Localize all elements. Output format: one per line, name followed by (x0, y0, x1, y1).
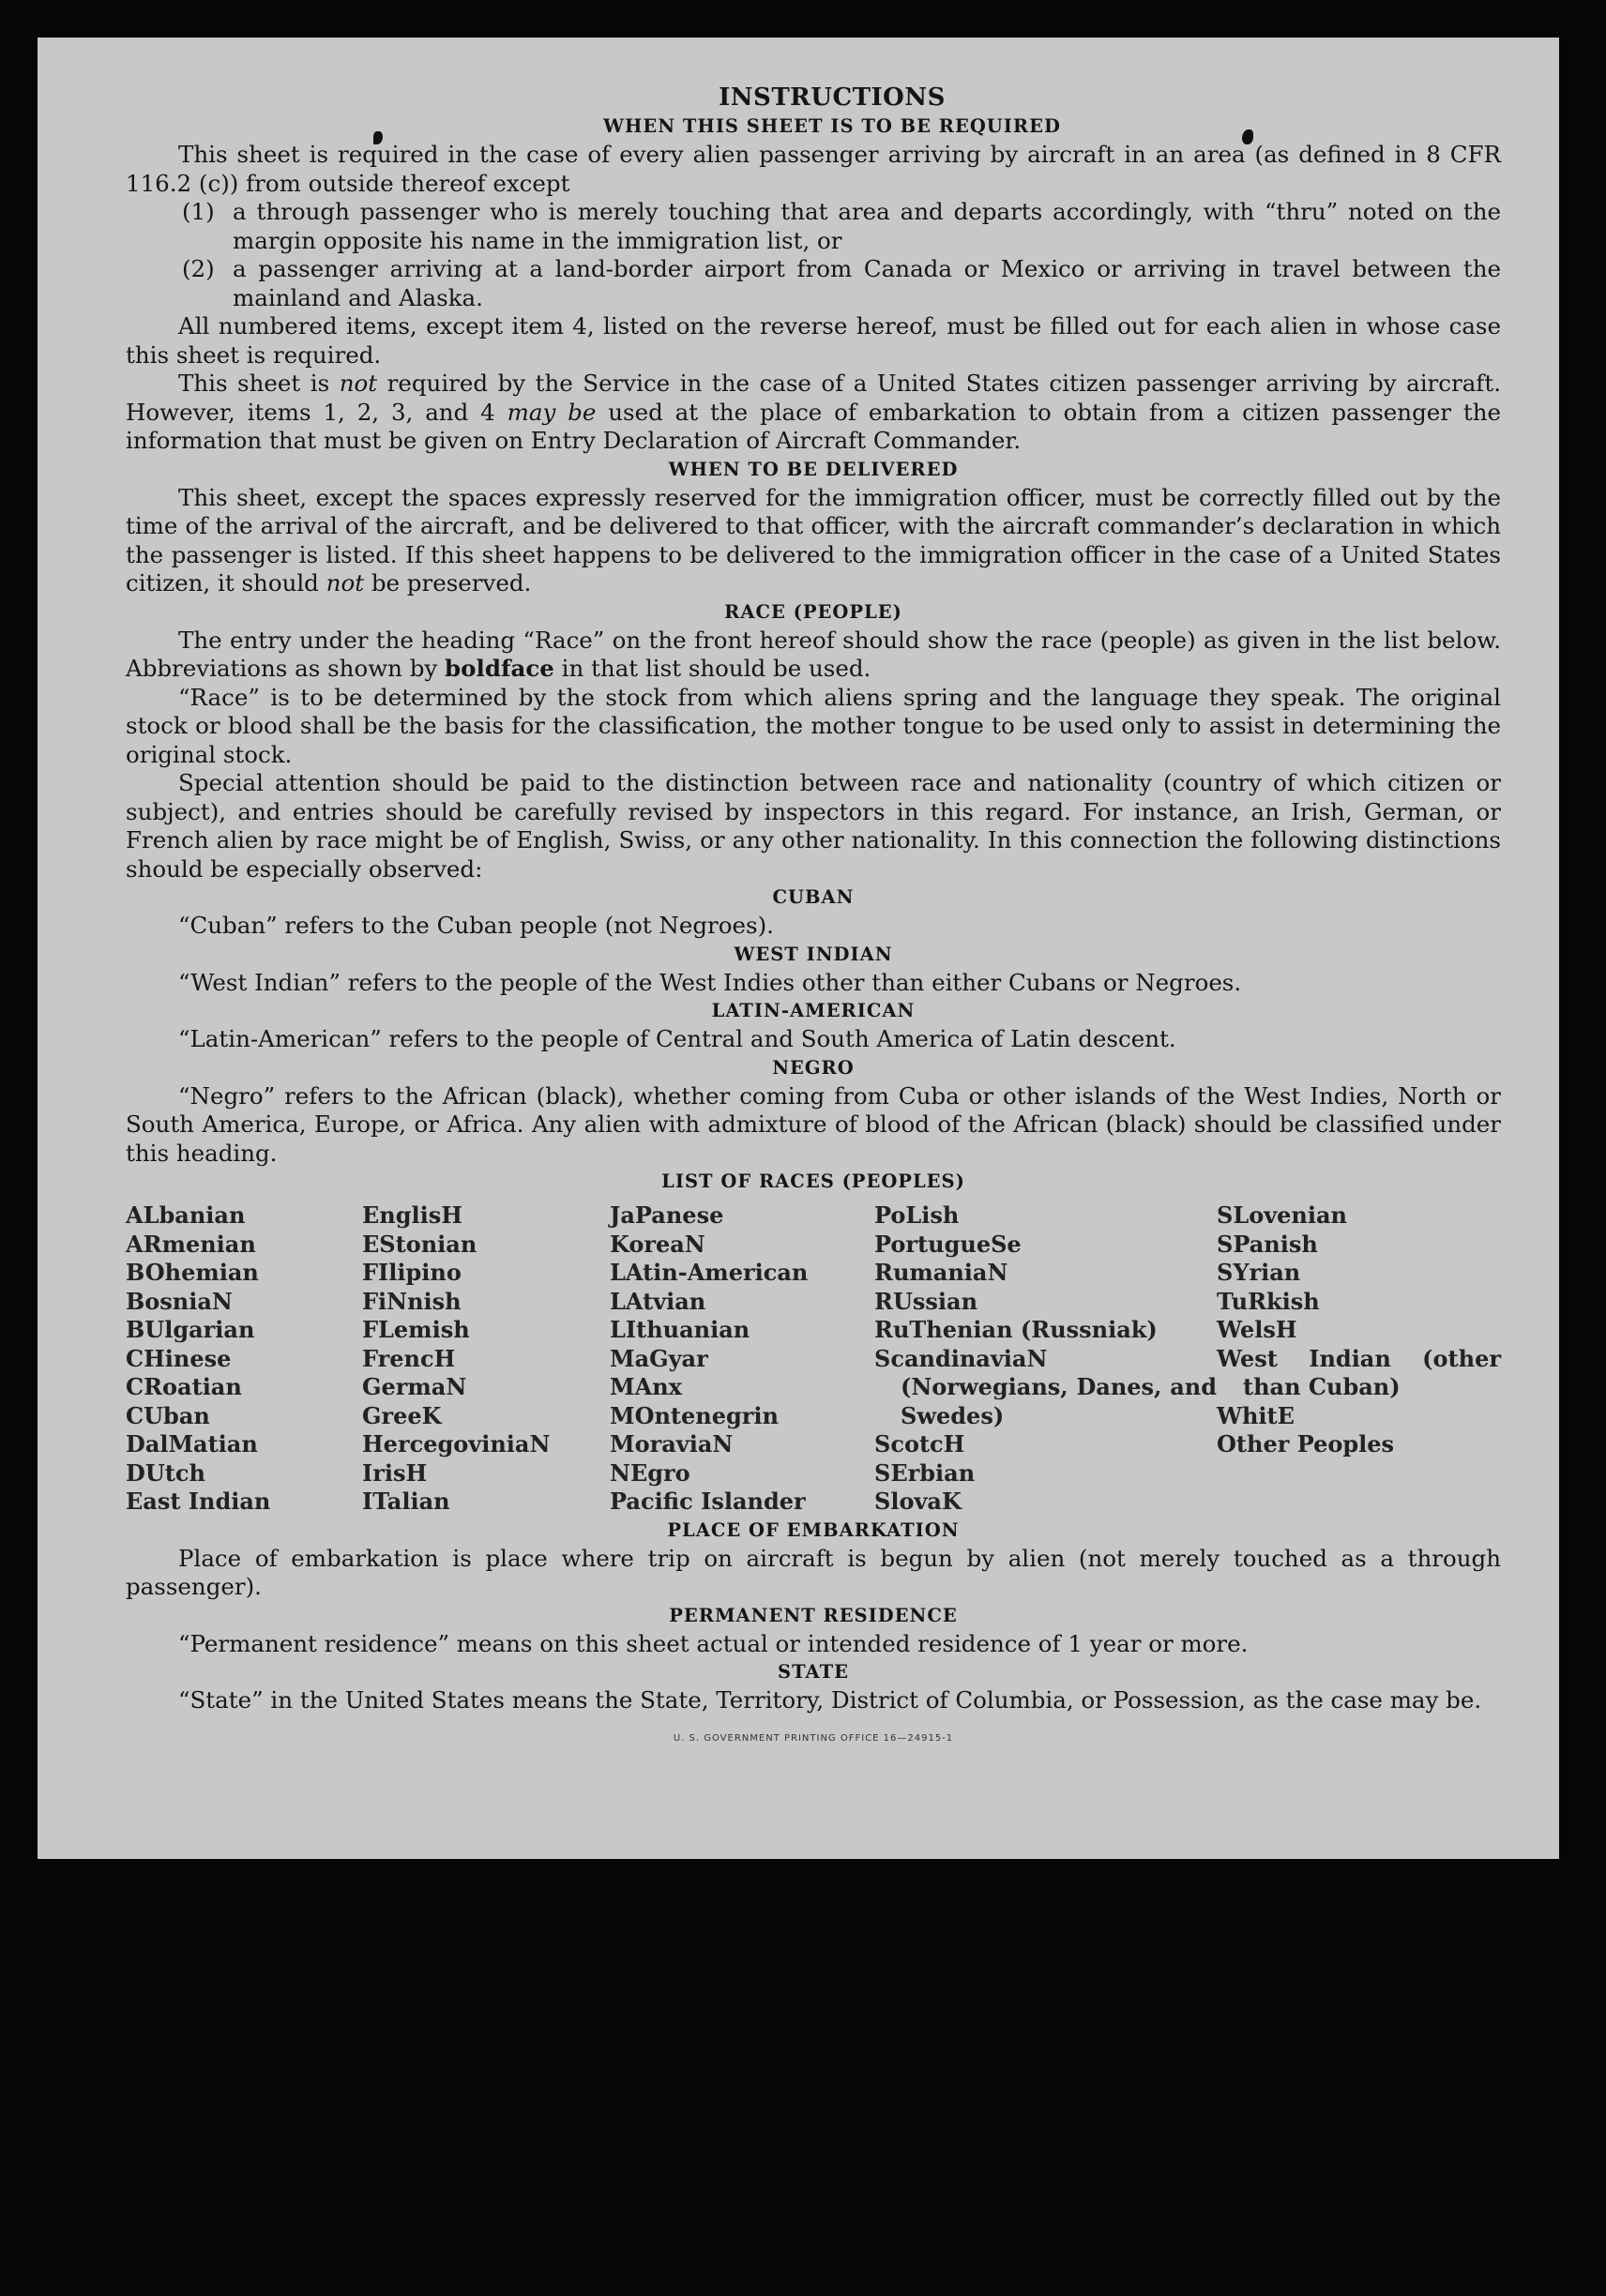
race-list-item: BUlgarian (126, 1316, 255, 1343)
section-heading-cuban: CUBAN (772, 886, 855, 908)
race-list-item: KoreaN (610, 1230, 705, 1258)
race-list-item: GreeK (362, 1401, 442, 1429)
race-list-item: Pacific Islander (610, 1488, 806, 1515)
race-list-item: BosniaN (126, 1287, 233, 1315)
race-list-item: RuThenian (Russniak) (874, 1316, 1158, 1343)
races-column-3 (610, 1201, 874, 1517)
section-heading-embarkation: PLACE OF EMBARKATION (667, 1518, 960, 1541)
race-list-item: ScotcH (874, 1430, 965, 1458)
section-heading-latin-american: LATIN-AMERICAN (711, 1000, 916, 1021)
race-list-item: GermaN (362, 1373, 467, 1400)
race-list-item: DUtch (126, 1458, 205, 1487)
race-list-item: EStonian (362, 1230, 477, 1258)
section-heading-race: RACE (PEOPLE) (724, 600, 902, 623)
printing-office-imprint: U. S. GOVERNMENT PRINTING OFFICE 16—24915-1 (673, 1732, 954, 1744)
race-list-item: SlovaK (874, 1488, 962, 1515)
race-list-item: JaPanese (610, 1201, 724, 1229)
section-heading-races-list: LIST OF RACES (PEOPLES) (661, 1171, 965, 1192)
race-list-item: SYrian (1217, 1259, 1301, 1286)
race-paragraph-3: Special attention should be paid to the distinction between race and nationality (country of which citizen or subject), and entries should be carefully revised by inspectors in this regard. For instance, an Irish, German, or French alien by race might be of English, Swiss, or any other nationality. In this connection the following distinctions should be especially observed: (126, 769, 1501, 883)
state-definition: “State” in the United States means the State, Territory, District of Columbia, or Possession, as the case may be. (178, 1686, 1482, 1714)
race-list-item: MoraviaN (610, 1430, 734, 1458)
race-list-item: FLemish (362, 1316, 470, 1343)
required-paragraph-2: All numbered items, except item 4, listed on the reverse hereof, must be filled out for each alien in whose case this sheet is required. (126, 312, 1501, 369)
document-sheet (38, 38, 1559, 1859)
races-column-1 (126, 1201, 362, 1517)
race-list-item: IrisH (362, 1458, 428, 1487)
race-list-item: West Indian (other than Cuban) (1217, 1344, 1501, 1400)
race-list-item: NEgro (610, 1458, 690, 1487)
race-list-item: CUban (126, 1401, 210, 1429)
race-list-item: TuRkish (1217, 1287, 1320, 1315)
race-list-item: ARmenian (126, 1230, 256, 1258)
section-heading-state: STATE (778, 1661, 849, 1683)
race-list-item: ITalian (362, 1488, 450, 1515)
race-list-item: RUssian (874, 1287, 978, 1315)
race-list-item: PoLish (874, 1201, 960, 1229)
section-heading-required: WHEN THIS SHEET IS TO BE REQUIRED (603, 115, 1061, 137)
delivered-paragraph: This sheet, except the spaces expressly reserved for the immigration officer, must be correctly filled out by the time of the arrival of the aircraft, and be delivered to that officer, with the aircraft commander’s declaration in which the passenger is listed. If this sheet happens to be delivered to the immigration officer in the case of a United States citizen, it should not be preserved. (126, 483, 1501, 597)
race-list-item: SPanish (1217, 1230, 1318, 1258)
race-list-item: MaGyar (610, 1344, 708, 1372)
race-list-item: East Indian (126, 1488, 271, 1515)
race-list-item: BOhemian (126, 1259, 259, 1286)
race-list-item: CRoatian (126, 1373, 242, 1400)
race-list-item: HercegoviniaN (362, 1430, 551, 1458)
exception-item-1 (182, 198, 1501, 255)
races-list (126, 1201, 1501, 1517)
race-list-item: SErbian (874, 1458, 976, 1487)
race-list-item: FIlipino (362, 1259, 462, 1286)
race-list-item: FiNnish (362, 1287, 462, 1315)
races-column-4 (874, 1201, 1217, 1517)
page-title: INSTRUCTIONS (719, 83, 946, 112)
race-list-item: CHinese (126, 1344, 232, 1372)
race-list-item: Other Peoples (1217, 1430, 1395, 1458)
race-list-item: PortugueSe (874, 1230, 1022, 1258)
race-list-item: FrencH (362, 1344, 456, 1372)
cuban-definition: “Cuban” refers to the Cuban people (not Negroes). (178, 912, 774, 939)
item-text: a through passenger who is merely touching that area and departs accordingly, with “thru” noted on the margin opposite his name in the immigration list, or (233, 198, 1501, 254)
west-indian-definition: “West Indian” refers to the people of the West Indies other than either Cubans or Negroes. (178, 968, 1242, 996)
section-heading-delivered: WHEN TO BE DELIVERED (668, 458, 959, 480)
exception-item-2 (182, 255, 1501, 312)
race-list-item: SLovenian (1217, 1201, 1347, 1229)
race-paragraph-1: The entry under the heading “Race” on the front hereof should show the race (people) as given in the list below. Abbreviations as shown by boldface in that list should be used. (126, 626, 1501, 682)
residence-definition: “Permanent residence” means on this sheet actual or intended residence of 1 year or more. (178, 1629, 1249, 1657)
negro-definition: “Negro” refers to the African (black), whether coming from Cuba or other islands of the West Indies, North or South America, Europe, or Africa. Any alien with admixture of blood of the African (black) should be classified under this heading. (126, 1081, 1501, 1167)
embarkation-definition: Place of embarkation is place where trip on aircraft is begun by alien (not merely touched as a through passenger). (126, 1544, 1501, 1600)
races-column-5 (1217, 1201, 1501, 1517)
race-list-item: DalMatian (126, 1430, 258, 1458)
race-list-item: ScandinaviaN (Norwegians, Danes, and Swedes) (874, 1344, 1217, 1429)
race-list-item: EnglisH (362, 1201, 462, 1229)
races-column-2 (362, 1201, 610, 1517)
race-list-item: LAtin-American (610, 1259, 809, 1286)
section-heading-residence: PERMANENT RESIDENCE (669, 1604, 958, 1626)
race-list-item: WhitE (1217, 1401, 1295, 1429)
race-list-item: RumaniaN (874, 1259, 1008, 1286)
race-paragraph-2: “Race” is to be determined by the stock from which aliens spring and the language they speak. The original stock or blood shall be the basis for the classification, the mother tongue to be used only to assist in determining the original stock. (126, 683, 1501, 768)
race-list-item: LIthuanian (610, 1316, 750, 1343)
required-intro: This sheet is required in the case of every alien passenger arriving by aircraft in an area (as defined in 8 CFR 116.2 (c)) from outside thereof except (126, 141, 1501, 197)
race-list-item: ALbanian (126, 1201, 246, 1229)
instructions-content (126, 83, 1501, 1753)
race-list-item: MAnx (610, 1373, 682, 1400)
race-list-item: LAtvian (610, 1287, 706, 1315)
race-list-item: MOntenegrin (610, 1401, 779, 1429)
required-paragraph-3: This sheet is not required by the Service in the case of a United States citizen passenger arriving by aircraft. However, items 1, 2, 3, and 4 may be used at the place of embarkation to obtain from a citizen passenger the information that must be given on Entry Declaration of Aircraft Commander. (126, 370, 1502, 454)
item-number: (1) (182, 198, 215, 225)
section-heading-west-indian: WEST INDIAN (734, 943, 893, 965)
race-list-item: WelsH (1217, 1316, 1297, 1343)
latin-american-definition: “Latin-American” refers to the people of Central and South America of Latin descent. (178, 1025, 1176, 1052)
section-heading-negro: NEGRO (772, 1056, 855, 1079)
item-number: (2) (182, 255, 215, 282)
item-text: a passenger arriving at a land-border airport from Canada or Mexico or arriving in travel between the mainland and Alaska. (233, 255, 1501, 311)
